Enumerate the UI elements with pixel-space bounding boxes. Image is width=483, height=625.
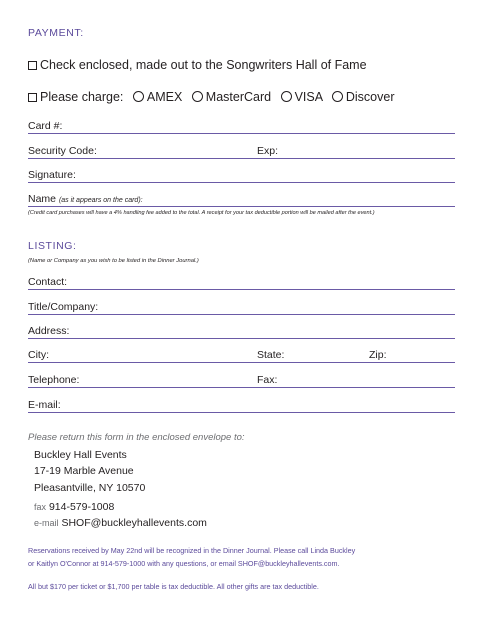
listing-heading: LISTING: [28,240,77,252]
fee-note: (Credit card purchases will have a 4% handling fee added to the total. A receipt for your tax deductible portion will be mailed after the event.) [28,210,375,216]
exp-label: Exp: [257,145,279,157]
return-street: 17-19 Marble Avenue [34,465,134,477]
visa-label: VISA [294,90,323,104]
amex-radio[interactable] [133,91,144,102]
contact-field[interactable] [28,289,455,290]
card-option-amex[interactable] [133,90,182,104]
security-exp-field[interactable] [28,158,455,159]
return-org: Buckley Hall Events [34,449,127,461]
fax-label: Fax: [257,374,278,386]
check-enclosed-checkbox[interactable] [28,61,37,70]
fax-number: 914-579-1008 [48,501,115,513]
card-number-label: Card #: [28,120,63,132]
city-label: City: [28,349,49,361]
return-email[interactable]: SHOF@buckleyhallevents.com [61,517,207,529]
listing-hint: (Name or Company as you wish to be listed in the Dinner Journal.) [28,258,199,264]
name-label-row [28,193,143,205]
address-label: Address: [28,325,70,337]
check-enclosed-option[interactable] [28,58,367,72]
discover-radio[interactable] [332,91,343,102]
email-prefix: e-mail [34,518,59,528]
zip-label: Zip: [369,349,387,361]
discover-label: Discover [345,90,395,104]
contact-label: Contact: [28,276,68,288]
reservations-note-line1: Reservations received by May 22nd will be recognized in the Dinner Journal. Please call Linda Buckley [28,546,356,555]
return-fax-row [34,501,114,513]
state-label: State: [257,349,285,361]
name-label: Name [28,193,57,205]
telephone-fax-field[interactable] [28,387,455,388]
email-label: E-mail: [28,399,61,411]
check-enclosed-label: Check enclosed, made out to the Songwriters Hall of Fame [40,58,367,72]
city-state-zip-field[interactable] [28,362,455,363]
title-company-field[interactable] [28,314,455,315]
mastercard-label: MasterCard [205,90,272,104]
name-hint: (as it appears on the card): [58,197,143,204]
amex-label: AMEX [146,90,183,104]
name-field[interactable] [28,206,455,207]
address-field[interactable] [28,338,455,339]
card-option-discover[interactable] [332,90,395,104]
please-charge-label: Please charge: [40,90,124,104]
return-instruction: Please return this form in the enclosed envelope to: [28,432,245,443]
return-email-row [34,517,207,529]
return-city: Pleasantville, NY 10570 [34,482,146,494]
visa-radio[interactable] [281,91,292,102]
title-company-label: Title/Company: [28,301,99,313]
please-charge-option[interactable] [28,90,394,104]
card-option-mastercard[interactable] [192,90,271,104]
tax-note: All but $170 per ticket or $1,700 per table is tax deductible. All other gifts are tax deductible. [28,582,319,591]
signature-field[interactable] [28,182,455,183]
reservations-note-line2: or Kaitlyn O'Connor at 914-579-1000 with any questions, or email SHOF@buckleyhallevents.com. [28,559,340,568]
mastercard-radio[interactable] [192,91,203,102]
payment-heading: PAYMENT: [28,27,84,39]
please-charge-checkbox[interactable] [28,93,37,102]
email-field[interactable] [28,412,455,413]
card-option-visa[interactable] [281,90,323,104]
security-code-label: Security Code: [28,145,97,157]
signature-label: Signature: [28,169,76,181]
telephone-label: Telephone: [28,374,80,386]
fax-prefix: fax [34,502,47,512]
card-number-field[interactable] [28,133,455,134]
